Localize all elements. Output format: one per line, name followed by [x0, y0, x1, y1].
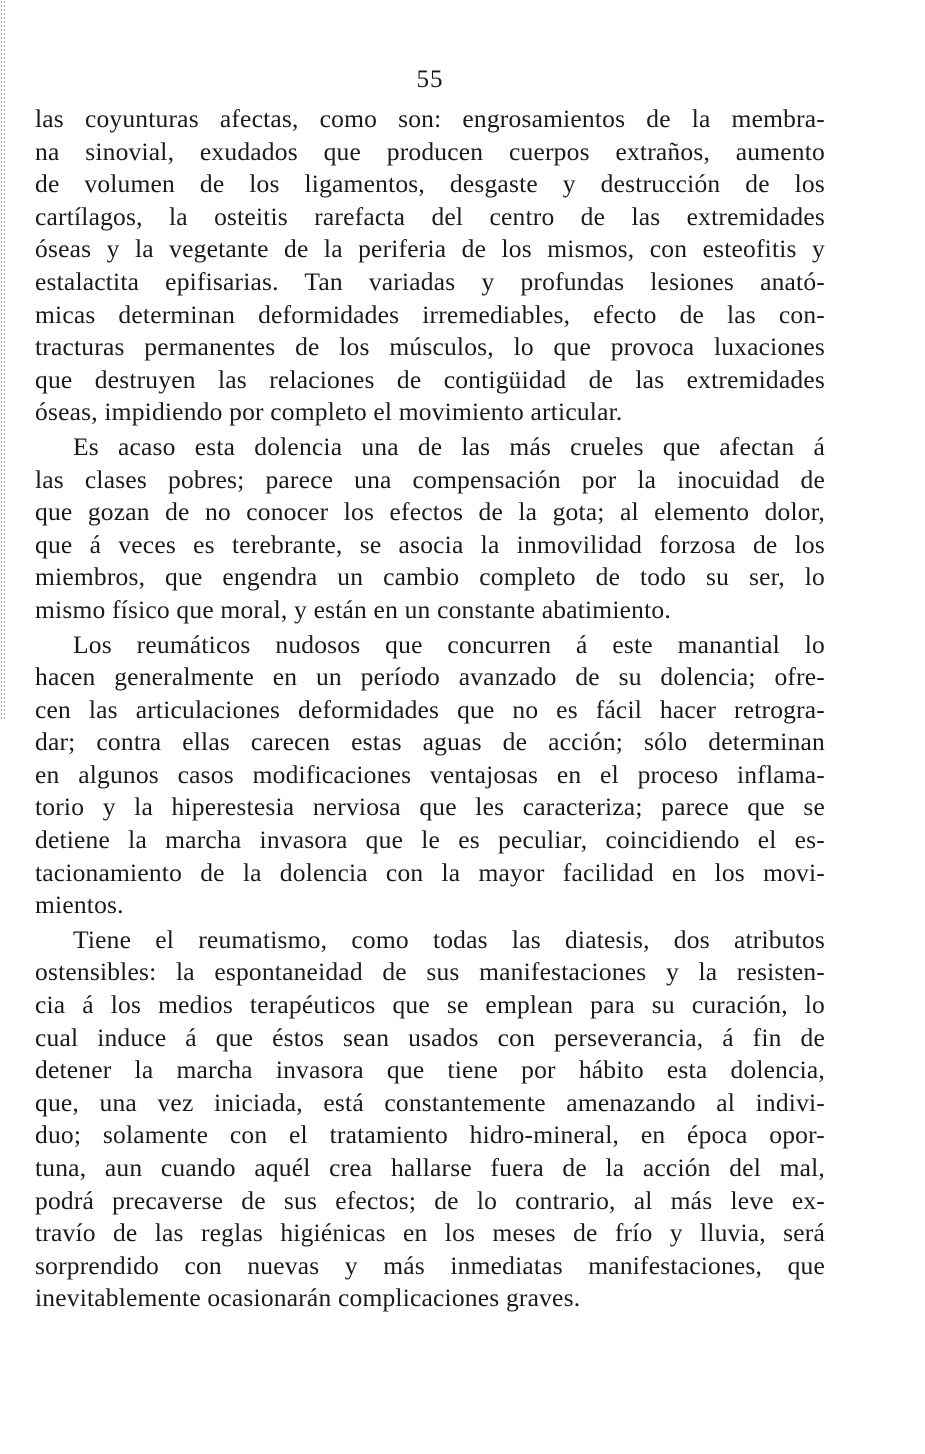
text-line: inevitablemente ocasionarán complicaciones graves. — [35, 1283, 581, 1313]
text-line: cartílagos, la osteitis rarefacta del centro de las extremidades — [35, 201, 825, 231]
text-line: travío de las reglas higiénicas en los meses de frío y lluvia, será — [35, 1218, 825, 1248]
text-line: micas determinan deformidades irremediables, efecto de las con- — [35, 299, 825, 329]
text-line: Los reumáticos nudosos que concurren á este manantial lo — [73, 629, 825, 659]
text-line: las clases pobres; parece una compensación por la inocuidad de — [35, 464, 825, 494]
text-line: podrá precaverse de sus efectos; de lo contrario, al más leve ex- — [35, 1185, 825, 1215]
text-line: torio y la hiperestesia nerviosa que les caracteriza; parece que se — [35, 792, 825, 822]
text-line: de volumen de los ligamentos, desgaste y destrucción de los — [35, 169, 825, 199]
body-text — [35, 103, 825, 1317]
text-line: tacionamiento de la dolencia con la mayor facilidad en los movi- — [35, 857, 825, 887]
text-line: cia á los medios terapéuticos que se emplean para su curación, lo — [35, 990, 825, 1020]
text-line: hacen generalmente en un período avanzado de su dolencia; ofre- — [35, 662, 825, 692]
paragraph — [35, 629, 825, 922]
text-line: Tiene el reumatismo, como todas las diatesis, dos atributos — [73, 924, 825, 954]
text-line: duo; solamente con el tratamiento hidro-mineral, en época opor- — [35, 1120, 825, 1150]
text-line: que á veces es terebrante, se asocia la inmovilidad forzosa de los — [35, 529, 825, 559]
text-line: detener la marcha invasora que tiene por hábito esta dolencia, — [35, 1055, 825, 1085]
text-line: sorprendido con nuevas y más inmediatas manifestaciones, que — [35, 1250, 825, 1280]
text-line: mismo físico que moral, y están en un constante abatimiento. — [35, 594, 671, 624]
text-line: que, una vez iniciada, está constantemente amenazando al indivi- — [35, 1087, 825, 1117]
text-line: detiene la marcha invasora que le es peculiar, coincidiendo el es- — [35, 825, 825, 855]
text-line: dar; contra ellas carecen estas aguas de acción; sólo determinan — [35, 727, 825, 757]
text-line: tuna, aun cuando aquél crea hallarse fuera de la acción del mal, — [35, 1153, 825, 1182]
text-line: ostensibles: la espontaneidad de sus manifestaciones y la resisten- — [35, 957, 825, 987]
text-line: estalactita epifisarias. Tan variadas y profundas lesiones anató- — [35, 266, 825, 296]
text-line: cual induce á que éstos sean usados con perseverancia, á fin de — [35, 1022, 825, 1052]
text-line: óseas y la vegetante de la periferia de los mismos, con esteofitis y — [35, 234, 825, 264]
scan-edge-artifact — [0, 0, 7, 720]
text-line: tracturas permanentes de los músculos, lo que provoca luxaciones — [35, 332, 825, 362]
text-line: na sinovial, exudados que producen cuerpos extraños, aumento — [35, 136, 825, 166]
text-line: que gozan de no conocer los efectos de la gota; al elemento dolor, — [35, 497, 825, 527]
text-line: las coyunturas afectas, como son: engrosamientos de la membra- — [35, 104, 825, 133]
paragraph — [35, 103, 825, 429]
text-line: óseas, impidiendo por completo el movimiento articular. — [35, 397, 623, 427]
paragraph — [35, 431, 825, 627]
text-line: mientos. — [35, 890, 124, 920]
page-number: 55 — [416, 66, 444, 93]
text-line: cen las articulaciones deformidades que no es fácil hacer retrogra- — [35, 694, 825, 724]
text-line: en algunos casos modificaciones ventajosas en el proceso inflama- — [35, 759, 825, 789]
paragraph-gap — [35, 1315, 825, 1317]
text-line: miembros, que engendra un cambio completo de todo su ser, lo — [35, 562, 825, 592]
paragraph — [35, 924, 825, 1315]
text-line: Es acaso esta dolencia una de las más crueles que afectan á — [73, 431, 825, 461]
text-line: que destruyen las relaciones de contigüidad de las extremidades — [35, 364, 825, 394]
